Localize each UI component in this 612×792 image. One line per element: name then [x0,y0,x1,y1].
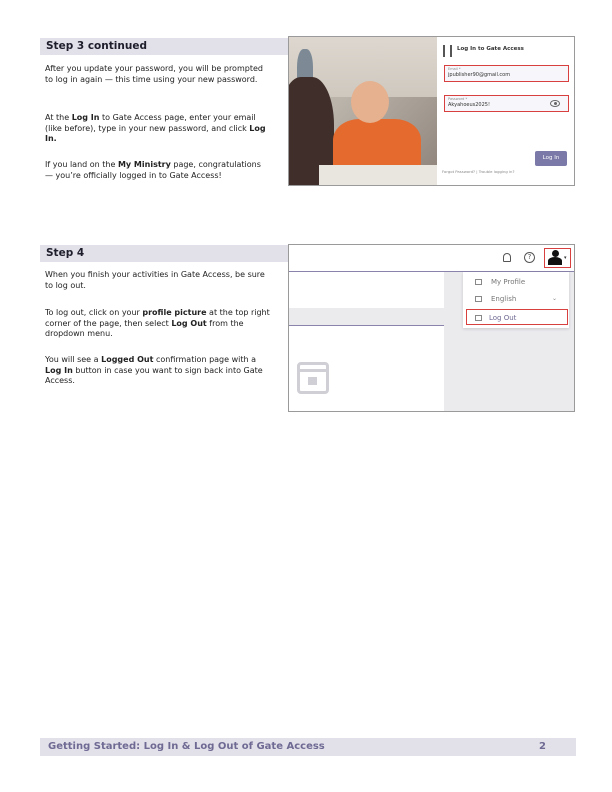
avatar [548,250,562,265]
text: from the dropdown menu. [45,318,244,338]
login-help-links[interactable]: Forgot Password? | Trouble logging in? [442,169,515,174]
password-field[interactable] [444,95,569,112]
logout-icon [475,315,482,321]
eye-icon[interactable] [550,100,560,107]
email-field[interactable] [444,65,569,82]
menu-item-log-out[interactable] [466,309,568,325]
text: to Gate Access page, enter your email (like before), type in your new password, and click [45,113,256,133]
photo-image [289,37,437,186]
bold-text: Log In. [45,123,266,143]
bold-text: Log In [45,365,73,375]
photo-head [351,81,389,123]
password-value: Akyahoeus2025! [448,102,490,108]
login-button[interactable]: Log In [535,151,567,166]
page-number: 2 [539,741,546,752]
content-area [289,272,444,308]
menu-item-label: My Profile [491,278,526,286]
chevron-down-icon: ▾ [564,255,567,261]
step4-heading: Step 4 [40,245,290,262]
content-card [289,325,444,412]
email-value: jpublisher90@gmail.com [448,72,511,78]
avatar-head [552,250,559,257]
profile-dropdown-menu [463,272,569,328]
text: You will see a [45,355,102,364]
login-title: Log In to Gate Access [457,46,524,52]
login-panel [437,37,575,186]
text: To log out, click on your [45,308,143,317]
password-label: Password * [448,97,468,101]
step3-paragraph-3 [45,160,270,181]
step3-paragraph-2 [45,113,270,145]
step4-paragraph-1: When you finish your activities in Gate Access, be sure to log out. [45,270,265,290]
language-icon [475,296,482,302]
bold-text: Log Out [171,318,207,328]
bold-text: Logged Out [101,355,154,364]
avatar-body [548,257,562,265]
email-label: Email * [448,67,461,71]
profile-card-icon [475,279,482,285]
text: button in case you want to sign back into Gate Access. [45,365,263,385]
text: page, congratulations — you’re officially logged in to Gate Access! [45,160,261,180]
page-footer [40,738,576,756]
app-topbar [289,245,575,272]
step4-paragraph-2 [45,308,270,340]
menu-item-language[interactable] [463,291,569,307]
bold-text: My Ministry [117,160,171,169]
bold-text: profile picture [142,308,207,317]
step4-paragraph-3 [45,355,270,387]
bell-icon[interactable] [503,253,511,262]
login-screenshot [288,36,575,186]
chevron-down-icon: ⌄ [551,295,557,302]
step3-paragraph-1: After you update your password, you will be prompted to log in again — this time using your new password. [45,64,263,84]
step3-heading: Step 3 continued [40,38,290,55]
footer-title: Getting Started: Log In & Log Out of Gate Access [48,741,325,752]
text: confirmation page with a [153,355,257,364]
bold-text: Log In [71,113,100,122]
logout-screenshot [288,244,575,412]
text: at the top right corner of the page, then select [45,308,270,328]
menu-item-label: Log Out [489,314,517,322]
profile-picture-button[interactable] [544,248,571,268]
menu-item-label: English [491,295,517,303]
gate-access-logo-icon [443,45,452,57]
calendar-icon [297,362,329,394]
help-icon[interactable]: ? [524,252,535,263]
menu-item-my-profile[interactable] [463,274,569,290]
text: At the [45,113,72,122]
photo-table [319,165,437,186]
text: If you land on the [45,160,118,169]
